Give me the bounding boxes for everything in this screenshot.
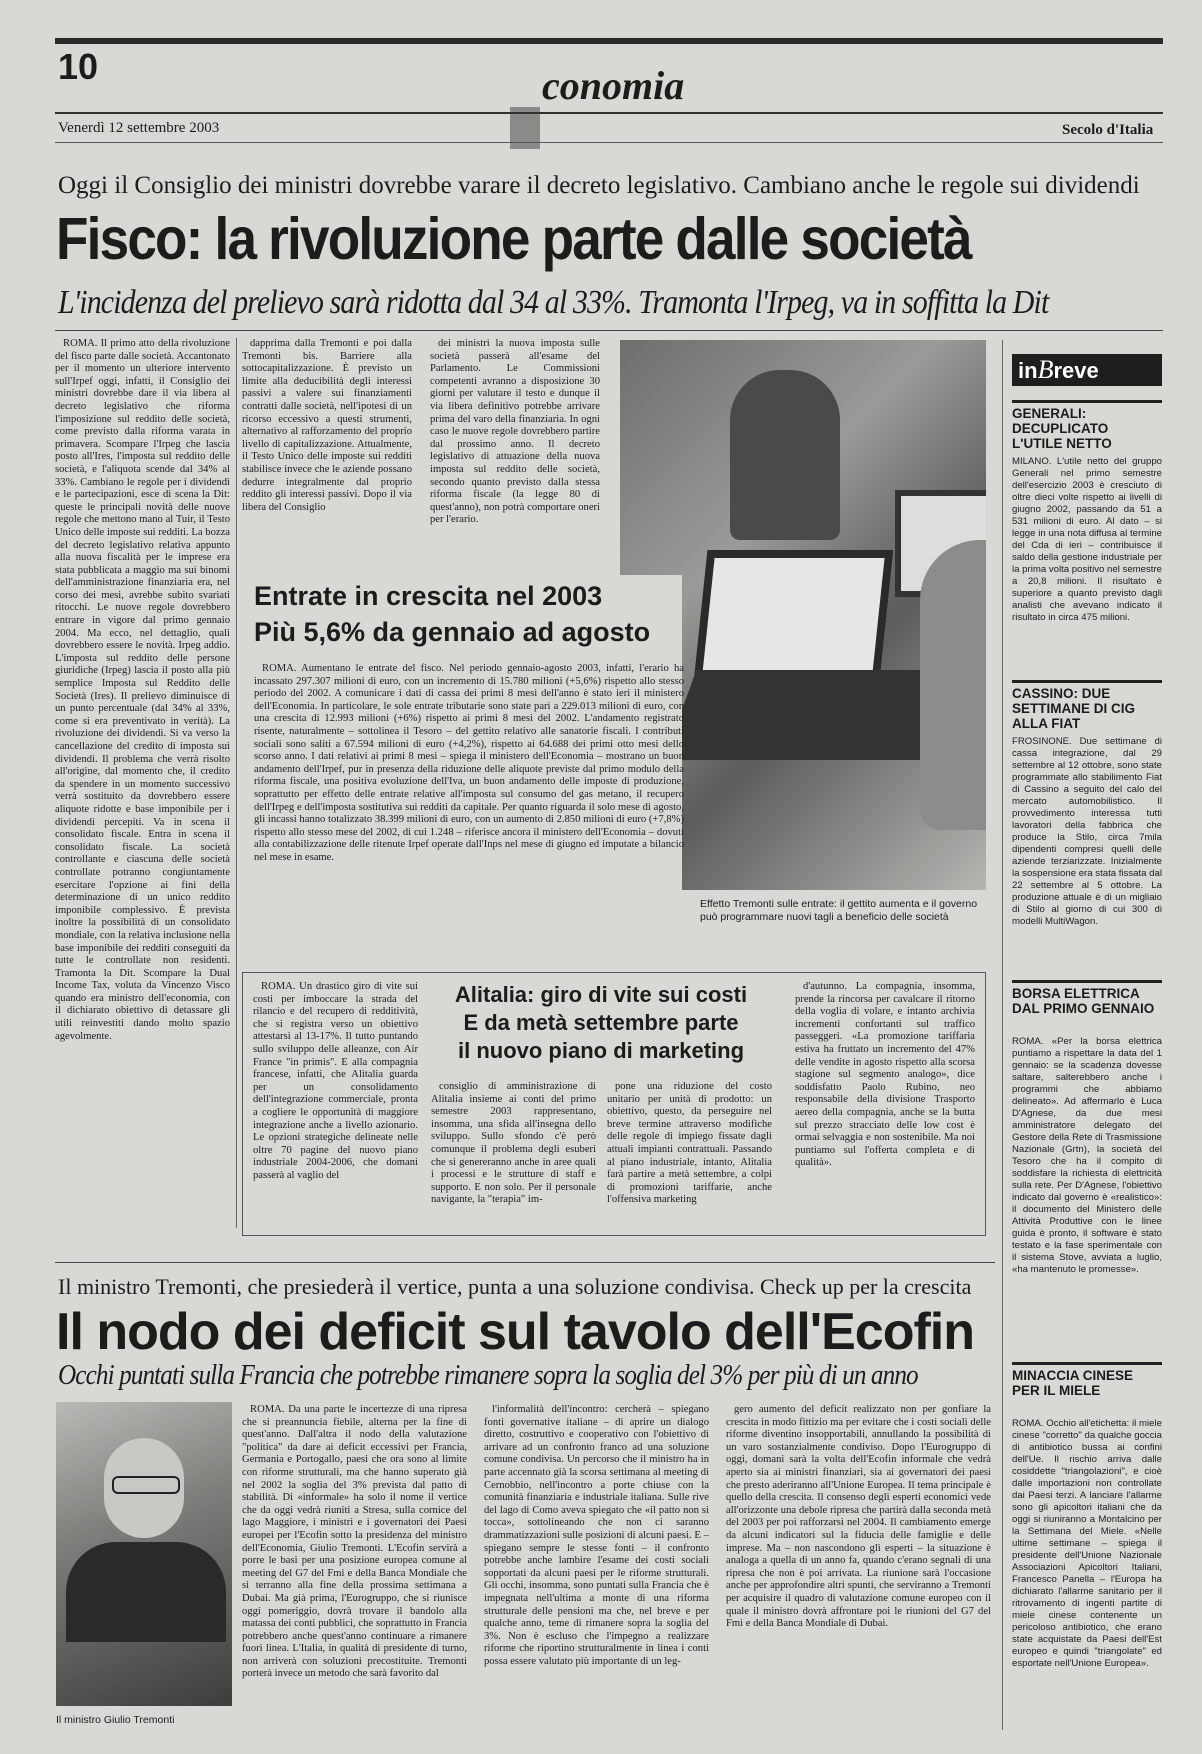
issue-date: Venerdì 12 settembre 2003 [58, 120, 220, 136]
photo-person-woman [920, 540, 986, 830]
in-breve-header: inBreve [1012, 354, 1162, 386]
brief-text-generali: MILANO. L'utile netto del gruppo Generali nel primo semestre dell'esercizio 2003 è cresciuto di oltre dieci volte rispetto ai livelli di giugno 2002, passando da 51 a 531 milioni di euro. Al dato – si legge in una nota diffusa al termine del Cda di ieri – contribuisce il saldo della gestione industriale per la prima volta positivo nel semestre a 20,8 milioni. Il risultato è superiore a quanto previsto dagli analisti che avevano indicato il risultato in circa 475 milioni. [1012, 456, 1162, 623]
brief-title-miele: MINACCIA CINESE PER IL MIELE [1012, 1368, 1134, 1398]
portrait-body [66, 1542, 226, 1642]
main-col-3: dei ministri la nuova imposta sulle società passerà all'esame del Parlamento. Le Commissioni competenti avranno a disposizione 30 giorni per valutare il testo e dunque il via libera definitivo potrebbe arrivare prima del varo della finanziaria. In ogni caso le nuove regole dovrebbero partire dal prossimo anno. Il decreto legislativo di attuazione della nuova imposta sul reddito delle società, secondo quanto previsto dalla stessa riforma fiscale (la legge 80 di quest'anno), non potrà comportare oneri per l'erario. [430, 338, 600, 526]
brief-text-borsa: ROMA. «Per la borsa elettrica puntiamo a rispettare la data del 1 gennaio: se la scadenza dovesse saltare, salterebbero anche i programmi che abbiamo delineato». Ad affermarlo è Luca D'Agnese, da due mesi amministratore delegato del Gestore della Rete di Trasmissione Nazionale (Grtn), la società del Tesoro che ha il compito di soddisfare la richiesta di elettricità sulla rete. Per D'Agnese, l'obiettivo indicato dal governo è «realistico»: il documento del Ministero delle Attività Produttive con le linee guida è pronto, il software è stato testato e la fase sperimentale con il sistema Stove, avviata a luglio, «ha mantenuto le promesse». [1012, 1036, 1162, 1275]
portrait-glasses [112, 1476, 180, 1494]
top-rule [55, 38, 1163, 44]
sidebar-rule [1012, 400, 1162, 403]
photo-keyboard [664, 670, 957, 760]
brief-text-cassino: FROSINONE. Due settimane di cassa integrazione, dal 29 settembre al 12 ottobre, sono state programmate allo stabilimento Fiat di Cassino a seguito del calo del mercato automobilistico. Il provvedimento interessa tutti lavoratori della fabbrica che produce la Stilo, circa 7mila dipendenti compresi quelli delle aziende terziarizzate. Inizialmente la sospensione era stata fissata dal 22 settembre al 5 ottobre. La produzione attuale è di un migliaio di Stilo al giorno di cui 300 di modelli MultiWagon. [1012, 736, 1162, 927]
section-initial: E [510, 107, 540, 149]
alitalia-title-2: E da metà settembre parte [463, 1010, 739, 1035]
entrate-box [242, 575, 682, 945]
brief-title-cassino: CASSINO: DUE SETTIMANE DI CIG ALLA FIAT [1012, 686, 1136, 731]
portrait-caption: Il ministro Giulio Tremonti [56, 1714, 175, 1726]
header-rule-2 [55, 142, 1163, 143]
col-divider [236, 338, 237, 1228]
section-name: conomia [542, 63, 685, 108]
main-headline: Fisco: la rivoluzione parte dalle società [56, 206, 971, 272]
main-subhead: L'incidenza del prelievo sarà ridotta dal 34 al 33%. Tramonta l'Irpeg, va in soffitta la Dit [58, 284, 1049, 321]
photo-person-man [730, 370, 840, 540]
entrate-text: ROMA. Aumentano le entrate del fisco. Nel periodo gennaio-agosto 2003, infatti, l'erario ha incassato 297.307 milioni di euro, con un incremento di 15.780 milioni (+5,6%) rispetto allo stesso periodo del 2002. A comunicare i dati di cassa dei primi 8 mesi dell'anno è stato ieri il ministero dell'Economia. In particolare, le sole entrate tributarie sono state pari a 229.013 milioni di euro, con una crescita di 12.993 milioni (+6%) rispetto ai primi 8 mesi del 2002. L'andamento registrato risente, naturalmente – sottolinea il Tesoro – del gettito relativo alle sanatorie fiscali. I contributi sociali sono saliti a 67.594 milioni di euro (+4,2%), rispetto ai 64.688 dei primi otto mesi dello scorso anno. I dati relativi ai primi 8 mesi – spiega il ministero dell'Economia – mostrano un buon andamento dell'Irpef, pur in presenza della riduzione delle aliquote previste dal primo modulo della riforma fiscale, una positiva evoluzione dell'Iva, un buon andamento delle imposte di produzione, soprattutto per effetto delle entrate relative all'imposta sul consumo del gas metano, il recupero dell'Irpeg e dell'imposta sostitutiva sui redditi da capitale. Per quanto riguarda il solo mese di agosto, gli incassi hanno totalizzato 38.399 milioni di euro, con un aumento di 2.850 milioni di euro (+7,8%) rispetto allo stesso mese del 2002, di cui 1.248 – riferisce ancora il ministero dell'Economia – dovuti alla contabilizzazione delle ritenute Irpef operate dall'Inps nel mese di giugno ed imputate a bilancio nel mese in esame. [254, 663, 684, 863]
second-col-1: ROMA. Da una parte le incertezze di una ripresa che si preannuncia fiebile, alterna per la fine di quest'anno. Dall'altra il nodo della valutazione "politica" da dare ai deficit eccessivi per Francia, Germania e Portogallo, paesi che ora sono al limite con riforme strutturali, ma che hanno superato già nel 2002 la soglia del 3% prevista dal patto di stabilità. Di «informale» ha solo il nome il vertice che da oggi vedrà riuniti a Stresa, sulla cornice del lago Maggiore, i ministri e i governatori dei Paesi europei per l'Ecofin sotto la presidenza del ministro dell'Economia, Giulio Tremonti. L'Ecofin servirà a porre le basi per una posizione europea comune al meeting del G7 del Fmi e della Banca Mondiale che si terranno alla fine della prossima settimana a Dubai. Ma già prima, l'Eurogruppo, che si riunisce oggi pomeriggio, dovrà trovare il bandolo alla matassa dei conti pubblici, che soprattutto in Francia potrebbero anche quest'anno continuare a rimanere fuori linea. L'Italia, in qualità di presidente di turno, non arriverà con soluzioni precostituite. Tremonti porterà invece un metodo che sarà favorito dal [242, 1404, 467, 1680]
brief-title-borsa: BORSA ELETTRICA DAL PRIMO GENNAIO [1012, 986, 1155, 1016]
alitalia-title-1: Alitalia: giro di vite sui costi [454, 982, 748, 1007]
section-title [510, 62, 684, 149]
second-article-rule [55, 1262, 995, 1263]
brief-title-generali: GENERALI: DECUPLICATO L'UTILE NETTO [1012, 406, 1112, 451]
tremonti-portrait [56, 1402, 232, 1706]
brief-text-miele: ROMA. Occhio all'etichetta: il miele cinese "corretto" da qualche goccia di antibiotico bussa ai confini dell'Ue. Il rischio arriva dalle cosiddette "triangolazioni", e cioè dalle importazioni non controllate dai Paesi terzi. A lanciare l'allarme sono gli apicoltori italiani che da oggi si riuniranno a Montalcino per la Settimana del Miele. «Nelle ultime settimane – spiega il presidente dell'Unione Nazionale Associazioni Apicoltori Italiani, Francesco Panella – l'Europa ha dichiarato l'allarme sanitario per il ritrovamento di ingenti partite di miele cinese contenente un pericoloso antibiotico, che erano state acquistate da Paesi dell'Est europeo e quindi "triangolate" ed esportate nell'Unione Europea». [1012, 1418, 1162, 1669]
alitalia-col-1: ROMA. Un drastico giro di vite sui costi per imboccare la strada del rilancio e del recupero di redditività, che si registra verso un obiettivo attestarsi al 13-17%. Il tutto puntando sullo sviluppo delle alleanze, con Air France "in primis". E alla compagnia francese, infatti, che Alitalia guarda per un consolidamento dell'integrazione commerciale, pronta a cogliere le opportunità di maggiore integrazione anche a livello azionario. Le opzioni strategiche delineate nelle oltre 70 pagine del nuovo piano industriale 2004-2006, che domani passerà al vaglio del [253, 981, 418, 1181]
second-subhead: Occhi puntati sulla Francia che potrebbe rimanere sopra la soglia del 3% per più di un anno [58, 1360, 918, 1391]
entrate-title-2: Più 5,6% da gennaio ad agosto [254, 617, 651, 647]
alitalia-col-3: pone una riduzione del costo unitario per unità di prodotto: un obiettivo, questo, da perseguire nel breve termine attraverso modifiche delle regole di impiego fissate dagli attuali impianti contrattuali. Passando al piano industriale, intanto, Alitalia farà partire a metà settembre, a colpi di promozioni tariffarie, anche l'offensiva marketing [607, 1081, 772, 1206]
alitalia-col-2: consiglio di amministrazione di Alitalia insieme ai conti del primo semestre 2003 rappresentano, insomma, una sfida all'insegna dello sviluppo. Sullo sfondo c'è però comunque il problema degli esuberi che si genereranno anche in aree quali i processi e le strutture di staff e supporto. E non solo. Per il personale navigante, la "terapia" im- [431, 1081, 596, 1206]
sidebar-divider [1002, 340, 1003, 1730]
main-col-1: ROMA. Il primo atto della rivoluzione del fisco parte dalle società. Accantonato per il momento un ulteriore intervento sull'Irpef oggi, infatti, il Consiglio dei ministri dovrebbe dare il via libera al decreto legislativo che riforma l'imposizione sul reddito delle società, come previsto dalla riforma varata in primavera. Scompare l'Irpeg che lascia posto all'Ires, l'imposta sul reddito delle società, e l'aliquota scende dal 34% al 33%. Cambiano le regole per i dividendi e le partecipazioni, esce di scena la Dit: queste le principali novità delle nuove regole che mettono mano al Tuir, il Testo Unico delle imposte sui redditi. La bozza del decreto legislativo relativa appunto alla nuova fiscalità per le imprese era stata pubblicata a maggio ma sui binomi dell'amministrazione finanziaria era, nel corso dei mesi, avrebbe subito svariati ritocchi. Le nuove regole dovrebbero entrare in vigore dal primo gennaio 2004. Ma ecco, nel dettaglio, quali dovrebbero essere le novità. Irpeg addio. L'imposta sul reddito delle persone giuridiche (Irpeg) lascia il posto alla più semplice Imposta sul Reddito delle Società (Ires). Il prelievo diminuisce di un punto percentuale (dal 34% al 33%, come si era preventivato in verità). La rivoluzione dei dividendi. Si va verso la cancellazione del credito di imposta sui dividendi. Il problema che verrà risolto all'origine, dal momento che, il credito da spendere in un momento successivo verrà sostituito da dovrebbero essere aliquote ridotte e base imponibile per i dividendi percepiti. Va in scena il consolidato fiscale. Entra in scena il consolidato fiscale. La società controllante e ciascuna delle società controllate potranno congiuntamente esercitare l'opzione ai fini della determinazione di un unico reddito imponibile complessivo. È prevista inoltre la possibilità di un consolidato mondiale, con la relativa inclusione nella base imponibile dei redditi conseguiti da tutte le controllate non residenti. Tramonta la Dit. Scompare la Dual Income Tax, voluta da Vincenzo Visco quando era ministro dell'economia, con il dichiarato obiettivo di detassare gli utili reinvestiti dando molto spazio agevolmente. [55, 338, 230, 1042]
main-col-2: dapprima dalla Tremonti e poi dalla Tremonti bis. Barriere alla sottocapitalizzazione. È previsto un limite alla deducibilità degli interessi passivi a valere sui finanziamenti contratti dalle società, nell'ipotesi di un ricorso eccessivo a questi strumenti, alternativo al rafforzamento del proprio livello di capitalizzazione. Attualmente, il Testo Unico delle imposte sui redditi stabilisce invece che le aziende possano dedurre integralmente dal proprio reddito gli interessi passivi. Dopo il via libera del Consiglio [242, 338, 412, 513]
photo-caption: Effetto Tremonti sulle entrate: il gettito aumenta e il governo può programmare nuovi tagli a beneficio delle società [700, 898, 978, 923]
sidebar-rule [1012, 680, 1162, 683]
sidebar-rule [1012, 1362, 1162, 1365]
main-kicker: Oggi il Consiglio dei ministri dovrebbe varare il decreto legislativo. Cambiano anche le regole sui dividendi [58, 172, 1140, 199]
page-number: 10 [58, 46, 99, 87]
header-rule [55, 112, 1163, 114]
alitalia-box [242, 972, 986, 1236]
paper-name: Secolo d'Italia [1062, 122, 1154, 138]
alitalia-col-4: d'autunno. La compagnia, insomma, prende la rincorsa per cavalcare il ritorno della voglia di volare, e intanto archivia incrementi confortanti sul traffico passeggeri. «La promozione tariffaria estiva ha fruttato un incremento del 47% delle vendite in agosto rispetto alla scorsa stagione sul segmento analogo», dice soddisfatto Paolo Rubino, neo responsabile della divisione Trasporto aereo della compagnia, anche se la butta sul prezzo stracciato delle low cost è ormai selvaggia e non sostenibile. Ma noi puntiamo sul l'offerta completa e di qualità». [795, 981, 975, 1169]
second-kicker: Il ministro Tremonti, che presiederà il vertice, punta a una soluzione condivisa. Check up per la crescita [58, 1274, 972, 1299]
subhead-rule [55, 330, 1163, 331]
second-headline: Il nodo dei deficit sul tavolo dell'Ecofin [56, 1303, 974, 1361]
second-col-3: gero aumento del deficit realizzato non per gonfiare la crescita in modo fittizio ma per evitare che i costi sociali delle riforme diventino insopportabili, annullando la possibilità di un varo sostanzialmente condiviso. Dopo l'Eurogruppo di oggi, domani sarà la volta dell'Ecofin informale che vedrà aperto sia ai ministri finanziari, sia ai governatori dei paesi che presto aderiranno all'Unione Europea. Il tema principale è quello della crescita. Il consenso degli esperti economici vede all'orizzonte una debole ripresa che partirà dalla seconda metà del 2003 per poi rafforzarsi nel 2004. Il cambiamento emerge da alcuni indicatori sul la fiducia delle famiglie e delle imprese. Ma – non nascondono gli esperti – la situazione è analoga a quella di un anno fa, quando c'erano segnali di una ripresa che non è poi arrivata. La riunione sarà l'occasione anche per approfondire altri spunti, che serviranno a Tremonti per acquisire il quadro di valutazione comune europeo con il quale il ministro dovrà affrontare poi le riunioni del G7 del Fmi e della Banca Mondiale di Dubai. [726, 1404, 991, 1630]
alitalia-title [431, 981, 771, 1065]
alitalia-title-3: il nuovo piano di marketing [457, 1038, 745, 1063]
second-col-2: l'informalità dell'incontro: cercherà – spiegano fonti governative italiane – di aprire un dialogo diretto, costruttivo e cooperativo con l'obiettivo di arrivare ad un confronto franco ad una soluzione comune condivisa. Un percorso che il ministro ha in parte accennato già la scorsa settimana al meeting di Cernobbio, nell'incontro a porte chiuse con la comunità finanziaria e industriale italiana. Sulle rive del lago di Como aveva spiegato che «il patto non si tocca», sottolineando che non ci saranno drammatizzazioni sulle posizioni di alcuni paesi. E – spiegano sempre le stesse fonti – il confronto potrebbe anche lambire l'esame dei costi sociali sopportati da alcuni paesi per le riforme strutturali. Gli occhi, insomma, sono puntati sulla Francia che è impegnata nell'ultima a monte di una riforma strutturale delle pensioni ma che, nel breve e per qualche anno, teme di rimanere sopra la soglia del 3%. Non è escluso che l'impegno a realizzare riforme che riportino strutturalmente in linea i conti possa essere valutato più importante di un leg- [484, 1404, 709, 1667]
sidebar-rule [1012, 980, 1162, 983]
entrate-title-1: Entrate in crescita nel 2003 [254, 581, 603, 611]
